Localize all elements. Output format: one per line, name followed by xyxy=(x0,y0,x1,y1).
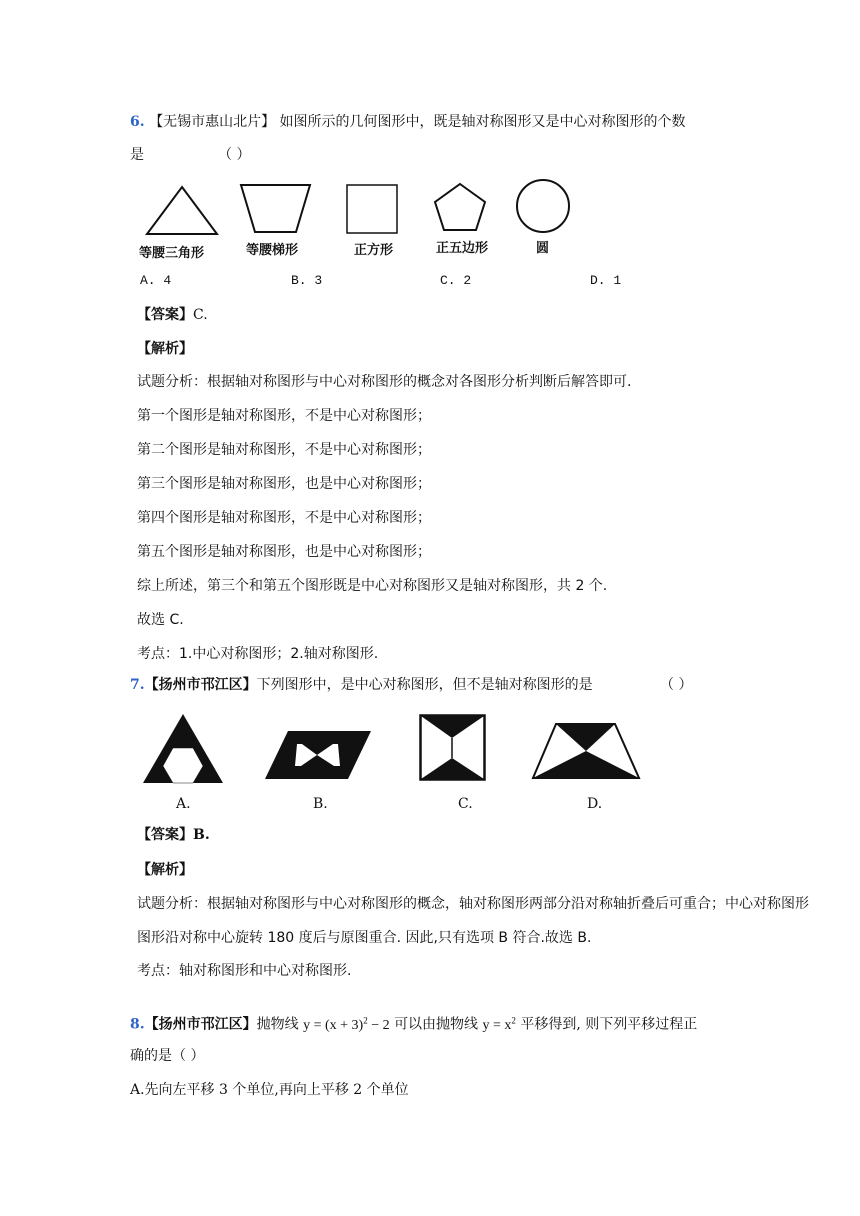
q6-analysis-line-9: 考点：1.中心对称图形；2.轴对称图形. xyxy=(137,646,379,662)
q8-stem-line2: 确的是（ ） xyxy=(130,1048,205,1064)
q7-number: 7. xyxy=(130,677,145,693)
q6-stem-text: 如图所示的几何图形中，既是轴对称图形又是中心对称图形的个数 xyxy=(279,114,686,130)
q6-option-b: B. 3 xyxy=(291,273,323,288)
q6-stem-line2 xyxy=(130,146,144,164)
q8-option-a: A.先向左平移 3 个单位,再向上平移 2 个单位 xyxy=(130,1082,409,1098)
q6-answer-value: C. xyxy=(193,307,208,323)
q7-answer-paren: （ ） xyxy=(660,677,693,693)
q7-figure-a xyxy=(141,711,227,787)
q7-option-a: A. xyxy=(176,796,191,812)
q6-analysis-line-3: 第二个图形是轴对称图形，不是中心对称图形； xyxy=(137,442,431,458)
q6-analysis-line-7: 综上所述，第三个和第五个图形既是中心对称图形又是轴对称图形，共 2 个. xyxy=(137,578,608,594)
q7-option-b: B. xyxy=(313,796,328,812)
q8-formula-2 xyxy=(482,1015,516,1033)
q8-stem-a: 抛物线 xyxy=(256,1016,299,1033)
q7-option-c: C. xyxy=(458,796,473,812)
q8-formula-2-base: y = x xyxy=(482,1017,512,1033)
q6-shape-label-3: 正方形 xyxy=(354,243,394,258)
q6-option-a: A. 4 xyxy=(140,273,172,288)
q6-source: 【无锡市惠山北片】 xyxy=(149,114,276,130)
q7-figure-c xyxy=(419,714,489,784)
q6-analysis-line-1: 试题分析：根据轴对称图形与中心对称图形的概念对各图形分析判断后解答即可. xyxy=(137,374,632,390)
q6-shape-square xyxy=(345,183,405,238)
q6-shape-label-1: 等腰三角形 xyxy=(139,246,205,261)
q6-answer-tag: 【答案】 xyxy=(137,307,193,323)
q6-option-d: D. 1 xyxy=(590,273,622,288)
q7-answer-line xyxy=(137,826,210,844)
q7-stem-text: 下列图形中，是中心对称图形，但不是轴对称图形的是 xyxy=(256,677,593,693)
q7-stem xyxy=(130,676,593,694)
q7-analysis-line-3: 考点：轴对称图形和中心对称图形. xyxy=(137,963,352,979)
q8-formula-1-lhs: y = (x + 3) xyxy=(303,1017,364,1033)
q6-analysis-line-2: 第一个图形是轴对称图形，不是中心对称图形； xyxy=(137,408,431,424)
q7-source: 【扬州市邗江区】 xyxy=(144,677,257,693)
q6-shape-label-4: 正五边形 xyxy=(436,241,489,256)
q8-formula-2-exponent: 2 xyxy=(511,1015,516,1025)
q6-analysis-tag: 【解析】 xyxy=(137,341,193,357)
q8-stem-line1 xyxy=(130,1011,697,1035)
q8-stem-c: 平移得到, 则下列平移过程正 xyxy=(520,1016,698,1033)
q6-stem-line2-text: 是 xyxy=(130,147,144,163)
q8-source: 【扬州市邗江区】 xyxy=(144,1016,257,1033)
q7-answer-value: B. xyxy=(193,827,210,843)
q8-formula-1 xyxy=(303,1015,390,1033)
q7-analysis-tag: 【解析】 xyxy=(137,862,193,878)
q7-analysis-line-2: 图形沿对称中心旋转 180 度后与原图重合. 因此,只有选项 B 符合.故选 B. xyxy=(137,930,592,946)
q7-figure-b xyxy=(264,729,374,785)
q6-option-c: C. 2 xyxy=(440,273,472,288)
q6-number: 6. xyxy=(130,114,145,130)
q6-analysis-line-6: 第五个图形是轴对称图形，也是中心对称图形； xyxy=(137,544,431,560)
q6-analysis-line-5: 第四个图形是轴对称图形，不是中心对称图形； xyxy=(137,510,431,526)
q8-number: 8. xyxy=(130,1016,145,1033)
q8-formula-1-rhs: − 2 xyxy=(367,1017,390,1033)
q8-formula-1-exponent: 2 xyxy=(363,1015,368,1025)
q6-shape-circle xyxy=(514,177,574,237)
q6-answer-paren: （ ） xyxy=(218,147,251,163)
q6-answer-line xyxy=(137,306,208,324)
q7-answer-tag: 【答案】 xyxy=(137,827,193,843)
q7-analysis-line-1: 试题分析：根据轴对称图形与中心对称图形的概念，轴对称图形两部分沿对称轴折叠后可重合；中心对称图形 xyxy=(137,896,809,912)
q6-shape-label-2: 等腰梯形 xyxy=(246,243,299,258)
q7-option-d: D. xyxy=(587,796,603,812)
q6-shape-isosceles-triangle xyxy=(144,184,224,239)
q7-figure-d xyxy=(531,722,641,782)
q6-shape-regular-pentagon xyxy=(433,181,493,236)
q6-analysis-line-8: 故选 C. xyxy=(137,612,184,628)
q6-shape-label-5: 圆 xyxy=(536,241,550,256)
q6-stem-line1 xyxy=(130,113,686,131)
q6-analysis-line-4: 第三个图形是轴对称图形，也是中心对称图形； xyxy=(137,476,431,492)
q8-stem-b: 可以由抛物线 xyxy=(394,1016,479,1033)
q6-shape-isosceles-trapezoid xyxy=(238,182,318,237)
